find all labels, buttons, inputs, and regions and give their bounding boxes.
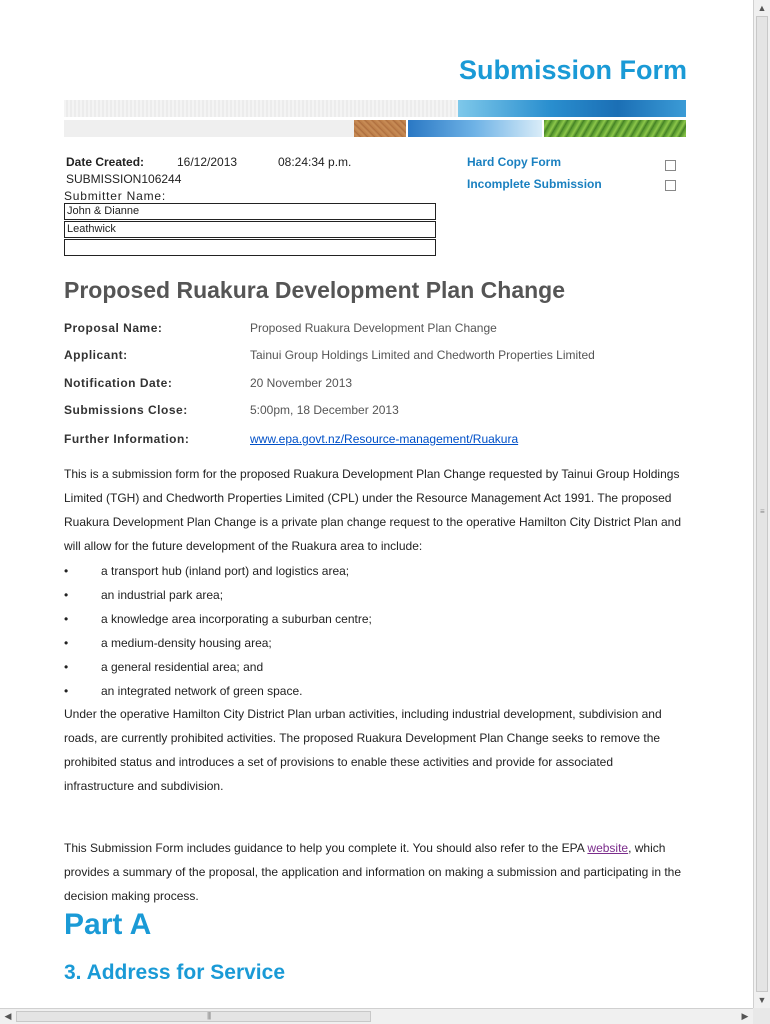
notification-date-value: 20 November 2013: [250, 376, 353, 390]
intro-paragraph: This is a submission form for the proposed Ruakura Development Plan Change requested by Tainui Group Holdings Limited (TGH) and Chedworth Properties Limited (CPL) under the Resource Management Act 1991. The proposed Ruakura Development Plan Change is a private plan change request to the operative Hamilton City District Plan and will allow for the future development of the Ruakura area to include:: [64, 467, 682, 553]
further-information-link[interactable]: www.epa.govt.nz/Resource-management/Ruakura: [250, 432, 519, 446]
guidance-text-start: This Submission Form includes guidance to help you complete it. You should also refer to the EPA: [64, 841, 588, 855]
scroll-down-icon[interactable]: ▼: [757, 995, 767, 1005]
grip-icon: |||: [207, 1011, 211, 1020]
header-banner: [64, 100, 686, 138]
scroll-right-icon[interactable]: ▶: [741, 1011, 749, 1021]
hard-copy-form-label: Hard Copy Form: [467, 155, 562, 169]
date-created-value: 16/12/2013: [177, 155, 238, 169]
notification-date-label: Notification Date:: [64, 376, 173, 390]
banner-water-image: [458, 100, 686, 117]
list-item-text: a transport hub (inland port) and logistics area;: [101, 564, 350, 578]
date-created-label: Date Created:: [66, 155, 145, 169]
scroll-left-icon[interactable]: ◀: [4, 1011, 12, 1021]
submitter-name-line-2[interactable]: Leathwick: [64, 221, 436, 238]
horizontal-scroll-thumb[interactable]: [16, 1011, 371, 1022]
submissions-close-label: Submissions Close:: [64, 403, 188, 417]
horizontal-scrollbar[interactable]: [0, 1008, 753, 1024]
incomplete-submission-label: Incomplete Submission: [467, 177, 602, 191]
epa-website-link[interactable]: website: [587, 841, 629, 855]
vertical-scroll-thumb[interactable]: [756, 16, 768, 992]
submitter-name-label: Submitter Name:: [64, 189, 167, 203]
banner-sky-image: [408, 120, 542, 137]
guidance-paragraph: [64, 836, 684, 908]
scroll-up-icon[interactable]: ▲: [757, 3, 767, 13]
further-information-value: [250, 432, 518, 446]
document-page: Submission Form Date Created: 16/12/2013 08:24:34 p.m. SUBMISSION106244 Submitter Name: John & Dianne Leathwick Hard Copy Form Incomplete Submission Proposed Ruakura Development Plan Change Proposal Name: Proposed Ruakura Development Plan Change Applicant: Tainui Group Holdings Limited and Chedworth Properties Limited Notification Date: 20 November 2013 Submissions Close: 5:00pm, 18 December 2013 Further Information: www.epa.govt.nz/Resource-management/Ruakura This is a submission form for the proposed Ruakura Development Plan Change requested by Tainui Group Holdings Limited (TGH) and Chedworth Properties Limited (CPL) under the Resource Management Act 1991. The proposed Ruakura Development Plan Change is a private plan change request to the operative Hamilton City District Plan and will allow for the future development of the Ruakura area to include: • a transport hub (inland port) and logistics area; • an industrial park area; • a knowledge area incorporating a suburban centre; • a medium-density housing area; • a general residential area; and • an integrated network of green space. Under the operative Hamilton City District Plan urban activities, including industrial development, subdivision and roads, are currently prohibited activities. The proposed Ruakura Development Plan Change seeks to remove the prohibited status and introduces a set of provisions to enable these activities and provide for associated infrastructure and subdivision. This Submission Form includes guidance to help you complete it. You should also refer to the EPA website, which provides a summary of the proposal, the application and information on making a submission and participating in the decision making process. Part A 3. Address for Service: [0, 0, 753, 1008]
hard-copy-checkbox[interactable]: [665, 160, 676, 171]
time-created-value: 08:24:34 p.m.: [278, 155, 352, 169]
further-information-label: Further Information:: [64, 432, 190, 446]
grip-icon: ≡: [760, 507, 765, 516]
submission-id: SUBMISSION106244: [66, 172, 182, 186]
form-title: Submission Form: [458, 55, 687, 85]
banner-strip-top: [64, 100, 458, 117]
proposal-heading: Proposed Ruakura Development Plan Change: [64, 277, 566, 303]
submitter-name-line-3[interactable]: [64, 239, 436, 256]
prohibited-activities-paragraph: Under the operative Hamilton City District Plan urban activities, including industrial development, subdivision and roads, are currently prohibited activities. The proposed Ruakura Development Plan Change seeks to remove the prohibited status and introduces a set of provisions to enable these activities and provide for associated infrastructure and subdivision.: [64, 707, 662, 793]
banner-strip-bottom: [64, 120, 354, 137]
proposal-name-value: Proposed Ruakura Development Plan Change: [250, 321, 497, 335]
banner-sand-image: [354, 120, 406, 137]
list-item-text: a knowledge area incorporating a suburban centre;: [101, 612, 372, 626]
submissions-close-value: 5:00pm, 18 December 2013: [250, 403, 399, 417]
list-item-text: a medium-density housing area;: [101, 636, 272, 650]
applicant-value: Tainui Group Holdings Limited and Chedworth Properties Limited: [250, 348, 595, 362]
guidance-text-end: , which provides a summary of the proposal, the application and information on making a submission and participating in the decision making process.: [64, 841, 682, 903]
submitter-name-line-1[interactable]: John & Dianne: [64, 203, 436, 220]
scrollbar-corner: [753, 1008, 770, 1024]
list-item-text: an integrated network of green space.: [101, 684, 303, 698]
banner-fern-image: [544, 120, 686, 137]
part-a-heading: Part A: [64, 908, 152, 941]
list-item-text: a general residential area; and: [101, 660, 264, 674]
list-item-text: an industrial park area;: [101, 588, 224, 602]
vertical-scrollbar[interactable]: [753, 0, 770, 1008]
address-for-service-heading: 3. Address for Service: [64, 961, 285, 984]
incomplete-submission-checkbox[interactable]: [665, 180, 676, 191]
proposal-name-label: Proposal Name:: [64, 321, 163, 335]
applicant-label: Applicant:: [64, 348, 128, 362]
